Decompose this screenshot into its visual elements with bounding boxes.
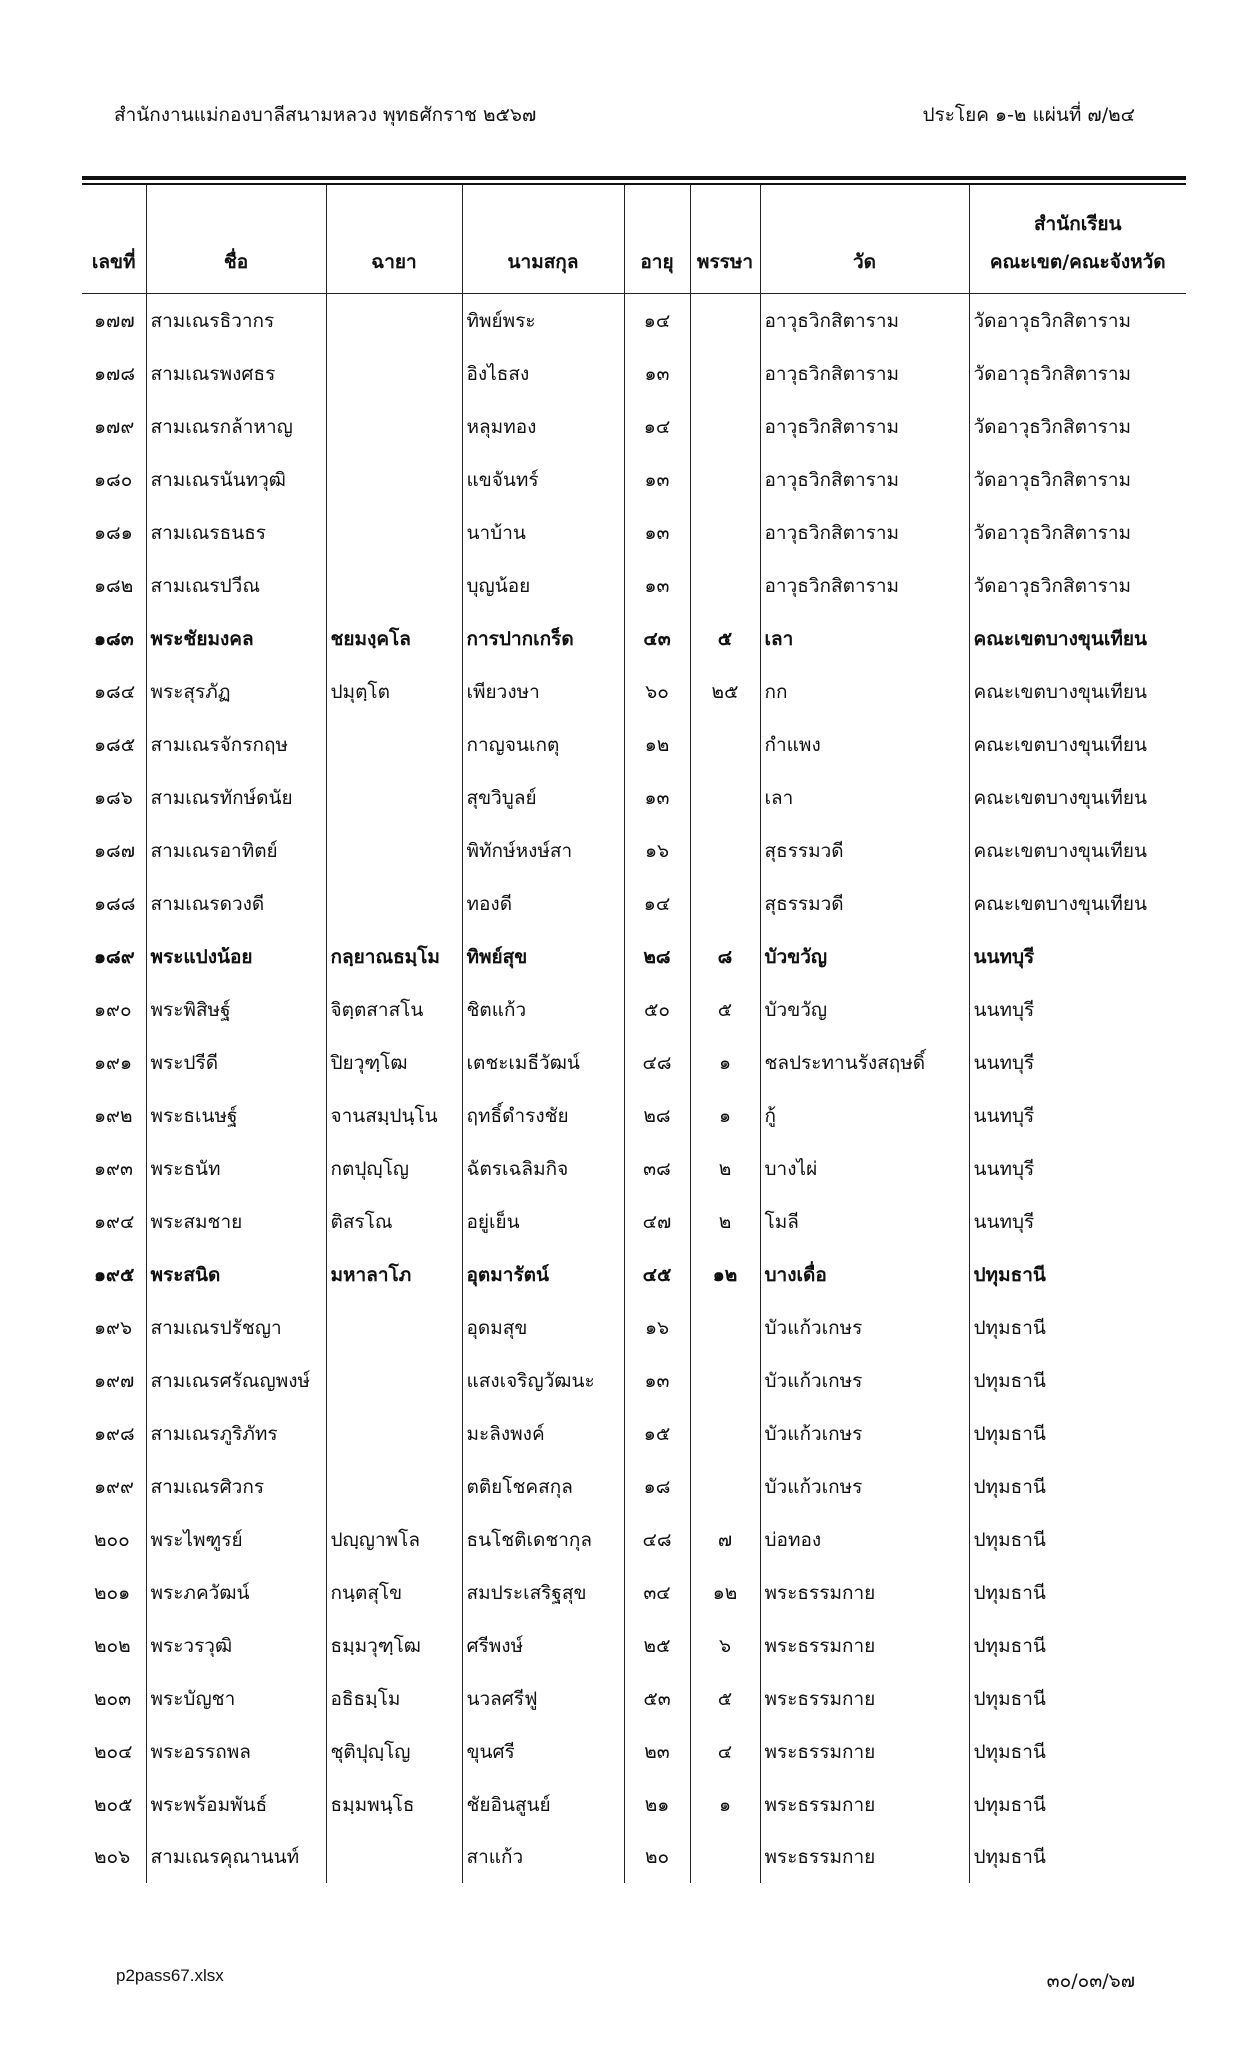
cell-temple: เลา <box>760 771 969 824</box>
cell-vassa: ๘ <box>690 930 760 983</box>
cell-school: ปทุมธานี <box>969 1354 1186 1407</box>
cell-no: ๑๘๓ <box>94 627 134 650</box>
cell-no: ๒๐๖ <box>94 1846 131 1868</box>
cell-title: กนฺตสุโข <box>326 1566 462 1619</box>
cell-temple: พระธรรมกาย <box>760 1778 969 1831</box>
cell-vassa <box>690 824 760 877</box>
cell-no: ๑๙๗ <box>94 1369 135 1392</box>
table-row <box>82 1513 1186 1566</box>
cell-title: ธมฺมวุฑฺโฒ <box>326 1619 462 1672</box>
cell-name: สามเณรนันทวุฒิ <box>146 453 326 506</box>
results-table <box>82 185 1186 1883</box>
cell-no: ๑๘๐ <box>94 468 133 491</box>
cell-no: ๑๗๗ <box>94 309 135 332</box>
cell-vassa: ๑ <box>690 1089 760 1142</box>
table-row <box>82 559 1186 612</box>
cell-title <box>326 1460 462 1513</box>
cell-temple: บัวแก้วเกษร <box>760 1301 969 1354</box>
cell-no: ๑๙๕ <box>94 1263 135 1286</box>
cell-no: ๑๘๒ <box>94 574 134 597</box>
cell-age: ๑๖ <box>624 1301 690 1354</box>
cell-surname: บุญน้อย <box>462 559 624 612</box>
cell-temple: อาวุธวิกสิตาราม <box>760 559 969 612</box>
cell-school: ปทุมธานี <box>969 1725 1186 1778</box>
table-row <box>82 1248 1186 1301</box>
cell-name: สามเณรจักรกฤษ <box>146 718 326 771</box>
cell-title <box>326 1301 462 1354</box>
cell-surname: แขจันทร์ <box>462 453 624 506</box>
cell-no: ๑๘๗ <box>94 839 136 862</box>
cell-school: คณะเขตบางขุนเทียน <box>969 718 1186 771</box>
cell-name: พระชัยมงคล <box>146 612 326 665</box>
cell-no: ๑๙๖ <box>94 1316 133 1339</box>
cell-title <box>326 718 462 771</box>
table-row <box>82 1354 1186 1407</box>
cell-title <box>326 1831 462 1883</box>
cell-surname: มะลิงพงค์ <box>462 1407 624 1460</box>
cell-title: จิตฺตสาสโน <box>326 983 462 1036</box>
cell-age: ๑๒ <box>624 718 690 771</box>
cell-school: คณะเขตบางขุนเทียน <box>969 824 1186 877</box>
cell-school: คณะเขตบางขุนเทียน <box>969 612 1186 665</box>
col-header-school-line1: สำนักเรียน <box>1033 213 1122 235</box>
cell-school: วัดอาวุธวิกสิตาราม <box>969 559 1186 612</box>
cell-no: ๒๐๒ <box>94 1634 131 1657</box>
col-header-no: เลขที่ <box>82 185 146 294</box>
cell-vassa <box>690 877 760 930</box>
cell-age: ๑๖ <box>624 824 690 877</box>
cell-age: ๕๐ <box>624 983 690 1036</box>
table-row <box>82 665 1186 718</box>
cell-name: พระปรีดี <box>146 1036 326 1089</box>
cell-age: ๒๑ <box>624 1778 690 1831</box>
table-row <box>82 1672 1186 1725</box>
cell-surname: ชัยอินสูนย์ <box>462 1778 624 1831</box>
cell-surname: ทองดี <box>462 877 624 930</box>
cell-surname: ตติยโชคสกุล <box>462 1460 624 1513</box>
cell-title <box>326 771 462 824</box>
cell-name: พระธนัท <box>146 1142 326 1195</box>
cell-school: ปทุมธานี <box>969 1619 1186 1672</box>
cell-age: ๖๐ <box>624 665 690 718</box>
cell-no: ๑๘๑ <box>94 521 133 544</box>
cell-name: พระพิสิษฐ์ <box>146 983 326 1036</box>
cell-vassa <box>690 453 760 506</box>
table-row <box>82 1407 1186 1460</box>
cell-name: สามเณรธนธร <box>146 506 326 559</box>
table-row <box>82 453 1186 506</box>
cell-title <box>326 1354 462 1407</box>
cell-name: สามเณรศรัณญพงษ์ <box>146 1354 326 1407</box>
cell-surname: อยู่เย็น <box>462 1195 624 1248</box>
cell-age: ๑๔ <box>624 877 690 930</box>
cell-name: สามเณรภูริภัทร <box>146 1407 326 1460</box>
cell-vassa: ๔ <box>690 1725 760 1778</box>
cell-surname: สมประเสริฐสุข <box>462 1566 624 1619</box>
cell-title <box>326 453 462 506</box>
cell-surname: นวลศรีฟู <box>462 1672 624 1725</box>
cell-surname: เพียวงษา <box>462 665 624 718</box>
cell-age: ๑๕ <box>624 1407 690 1460</box>
cell-vassa <box>690 559 760 612</box>
cell-temple: พระธรรมกาย <box>760 1566 969 1619</box>
cell-age: ๒๓ <box>624 1725 690 1778</box>
cell-age: ๑๓ <box>624 347 690 400</box>
cell-school: ปทุมธานี <box>969 1460 1186 1513</box>
cell-school: ปทุมธานี <box>969 1248 1186 1301</box>
cell-surname: ชิตแก้ว <box>462 983 624 1036</box>
cell-name: พระวรวุฒิ <box>146 1619 326 1672</box>
col-header-age: อายุ <box>624 185 690 294</box>
cell-school: ปทุมธานี <box>969 1301 1186 1354</box>
cell-no: ๑๙๐ <box>94 998 132 1021</box>
cell-no: ๑๘๙ <box>94 945 135 968</box>
cell-surname: อิงไธสง <box>462 347 624 400</box>
col-header-school-line2: คณะเขต/คณะจังหวัด <box>989 251 1166 273</box>
cell-title: ปญฺญาพโล <box>326 1513 462 1566</box>
cell-title: ชยมงฺคโล <box>326 612 462 665</box>
cell-temple: อาวุธวิกสิตาราม <box>760 506 969 559</box>
cell-age: ๑๘ <box>624 1460 690 1513</box>
cell-surname: สุขวิบูลย์ <box>462 771 624 824</box>
footer-date: ๓๐/๐๓/๖๗ <box>1046 1970 1135 1992</box>
cell-title <box>326 294 462 348</box>
cell-surname: กาญจนเกตุ <box>462 718 624 771</box>
cell-name: พระพร้อมพันธ์ <box>146 1778 326 1831</box>
cell-no: ๑๙๙ <box>94 1475 134 1498</box>
cell-vassa: ๒ <box>690 1195 760 1248</box>
cell-vassa: ๑ <box>690 1778 760 1831</box>
cell-name: สามเณรศิวกร <box>146 1460 326 1513</box>
cell-school: นนทบุรี <box>969 1195 1186 1248</box>
cell-no: ๑๙๔ <box>94 1210 135 1233</box>
table-row <box>82 347 1186 400</box>
cell-title: จานสมฺปนฺโน <box>326 1089 462 1142</box>
cell-vassa: ๑ <box>690 1036 760 1089</box>
cell-vassa <box>690 506 760 559</box>
table-row <box>82 1566 1186 1619</box>
cell-age: ๑๓ <box>624 506 690 559</box>
table-row <box>82 930 1186 983</box>
cell-name: สามเณรทักษ์ดนัย <box>146 771 326 824</box>
cell-vassa <box>690 347 760 400</box>
cell-school: ปทุมธานี <box>969 1778 1186 1831</box>
cell-temple: เลา <box>760 612 969 665</box>
table-row <box>82 1089 1186 1142</box>
cell-temple: บัวขวัญ <box>760 930 969 983</box>
cell-vassa <box>690 1407 760 1460</box>
cell-school: คณะเขตบางขุนเทียน <box>969 771 1186 824</box>
cell-name: สามเณรคุณานนท์ <box>146 1831 326 1883</box>
cell-name: สามเณรธิวากร <box>146 294 326 348</box>
cell-name: พระธเนษฐ์ <box>146 1089 326 1142</box>
cell-temple: สุธรรมวดี <box>760 877 969 930</box>
cell-name: สามเณรดวงดี <box>146 877 326 930</box>
cell-title: ติสรโณ <box>326 1195 462 1248</box>
cell-temple: พระธรรมกาย <box>760 1619 969 1672</box>
cell-title: อธิธมฺโม <box>326 1672 462 1725</box>
cell-surname: การปากเกร็ด <box>462 612 624 665</box>
table-body <box>82 294 1186 1884</box>
cell-temple: บัวขวัญ <box>760 983 969 1036</box>
cell-school: ปทุมธานี <box>969 1407 1186 1460</box>
cell-no: ๑๙๓ <box>94 1157 133 1180</box>
cell-title: ธมฺมพนฺโธ <box>326 1778 462 1831</box>
table-row <box>82 1619 1186 1672</box>
table-row <box>82 824 1186 877</box>
cell-name: พระแปงน้อย <box>146 930 326 983</box>
col-header-vassa: พรรษา <box>690 185 760 294</box>
cell-no: ๑๘๕ <box>94 733 136 756</box>
cell-surname: ขุนศรี <box>462 1725 624 1778</box>
cell-age: ๒๐ <box>624 1831 690 1883</box>
cell-vassa: ๕ <box>690 983 760 1036</box>
cell-surname: ทิพย์สุข <box>462 930 624 983</box>
cell-title <box>326 559 462 612</box>
cell-no: ๑๙๑ <box>94 1051 133 1074</box>
cell-surname: ทิพย์พระ <box>462 294 624 348</box>
cell-school: นนทบุรี <box>969 983 1186 1036</box>
cell-title <box>326 400 462 453</box>
cell-name: พระบัญชา <box>146 1672 326 1725</box>
cell-age: ๓๘ <box>624 1142 690 1195</box>
table-row <box>82 1142 1186 1195</box>
cell-temple: อาวุธวิกสิตาราม <box>760 400 969 453</box>
cell-surname: ศรีพงษ์ <box>462 1619 624 1672</box>
cell-vassa: ๑๒ <box>690 1248 760 1301</box>
cell-temple: อาวุธวิกสิตาราม <box>760 294 969 348</box>
table-row <box>82 1036 1186 1089</box>
cell-vassa <box>690 1354 760 1407</box>
cell-vassa: ๒๕ <box>690 665 760 718</box>
cell-school: วัดอาวุธวิกสิตาราม <box>969 506 1186 559</box>
table-header-row <box>82 185 1186 294</box>
cell-temple: สุธรรมวดี <box>760 824 969 877</box>
cell-temple: กู้ <box>760 1089 969 1142</box>
cell-name: พระสนิด <box>146 1248 326 1301</box>
cell-no: ๑๘๔ <box>94 680 136 703</box>
cell-name: พระไพฑูรย์ <box>146 1513 326 1566</box>
cell-surname: แสงเจริญวัฒนะ <box>462 1354 624 1407</box>
cell-name: พระอรรถพล <box>146 1725 326 1778</box>
table-row <box>82 400 1186 453</box>
cell-vassa <box>690 1460 760 1513</box>
cell-vassa: ๖ <box>690 1619 760 1672</box>
cell-school: วัดอาวุธวิกสิตาราม <box>969 347 1186 400</box>
cell-no: ๑๗๙ <box>94 415 135 438</box>
table-row <box>82 718 1186 771</box>
table-row <box>82 294 1186 348</box>
col-header-name: ชื่อ <box>146 185 326 294</box>
table-row <box>82 877 1186 930</box>
cell-age: ๑๔ <box>624 294 690 348</box>
cell-age: ๓๔ <box>624 1566 690 1619</box>
cell-temple: พระธรรมกาย <box>760 1672 969 1725</box>
cell-name: สามเณรกล้าหาญ <box>146 400 326 453</box>
cell-age: ๔๓ <box>624 612 690 665</box>
cell-title: ปิยวุฑฺโฒ <box>326 1036 462 1089</box>
cell-name: สามเณรปวีณ <box>146 559 326 612</box>
cell-title: กตปุญฺโญ <box>326 1142 462 1195</box>
cell-school: ปทุมธานี <box>969 1672 1186 1725</box>
cell-surname: ธนโชติเดชากุล <box>462 1513 624 1566</box>
cell-school: วัดอาวุธวิกสิตาราม <box>969 294 1186 348</box>
col-header-temple: วัด <box>760 185 969 294</box>
cell-no: ๒๐๔ <box>94 1740 133 1763</box>
cell-vassa: ๒ <box>690 1142 760 1195</box>
cell-surname: หลุมทอง <box>462 400 624 453</box>
table-row <box>82 1725 1186 1778</box>
cell-surname: เตชะเมธีวัฒน์ <box>462 1036 624 1089</box>
cell-no: ๑๘๖ <box>94 786 133 809</box>
cell-age: ๑๓ <box>624 453 690 506</box>
cell-age: ๔๘ <box>624 1513 690 1566</box>
header-office-title: สำนักงานแม่กองบาลีสนามหลวง พุทธศักราช ๒๕๖๗ <box>114 104 537 126</box>
cell-no: ๑๙๘ <box>94 1422 135 1445</box>
cell-vassa <box>690 718 760 771</box>
cell-school: นนทบุรี <box>969 1089 1186 1142</box>
cell-surname: ฤทธิ์ดำรงชัย <box>462 1089 624 1142</box>
cell-no: ๑๙๒ <box>94 1104 133 1127</box>
cell-temple: บัวแก้วเกษร <box>760 1460 969 1513</box>
cell-school: คณะเขตบางขุนเทียน <box>969 877 1186 930</box>
cell-vassa <box>690 771 760 824</box>
cell-no: ๒๐๑ <box>94 1581 131 1604</box>
cell-age: ๒๘ <box>624 930 690 983</box>
cell-school: นนทบุรี <box>969 1036 1186 1089</box>
table-row <box>82 983 1186 1036</box>
cell-vassa <box>690 1301 760 1354</box>
cell-vassa: ๗ <box>690 1513 760 1566</box>
cell-age: ๑๓ <box>624 559 690 612</box>
cell-temple: กำแพง <box>760 718 969 771</box>
cell-temple: บางเดื่อ <box>760 1248 969 1301</box>
cell-title <box>326 506 462 559</box>
cell-no: ๑๘๘ <box>94 892 136 915</box>
cell-title <box>326 877 462 930</box>
cell-vassa: ๕ <box>690 612 760 665</box>
cell-surname: พิทักษ์หงษ์สา <box>462 824 624 877</box>
cell-temple: อาวุธวิกสิตาราม <box>760 453 969 506</box>
table-row <box>82 771 1186 824</box>
cell-age: ๔๗ <box>624 1195 690 1248</box>
table-row <box>82 1460 1186 1513</box>
cell-school: นนทบุรี <box>969 930 1186 983</box>
cell-no: ๒๐๕ <box>94 1793 133 1816</box>
cell-surname: ฉัตรเฉลิมกิจ <box>462 1142 624 1195</box>
cell-no: ๒๐๓ <box>94 1687 132 1710</box>
cell-temple: ชลประทานรังสฤษดิ์ <box>760 1036 969 1089</box>
table-row <box>82 1831 1186 1883</box>
cell-school: วัดอาวุธวิกสิตาราม <box>969 400 1186 453</box>
col-header-surname: นามสกุล <box>462 185 624 294</box>
cell-surname: อุดมสุข <box>462 1301 624 1354</box>
table-row <box>82 612 1186 665</box>
header-page-info: ประโยค ๑-๒ แผ่นที่ ๗/๒๔ <box>922 104 1135 126</box>
cell-temple: กก <box>760 665 969 718</box>
cell-surname: สาแก้ว <box>462 1831 624 1883</box>
footer-filename: p2pass67.xlsx <box>116 1966 224 1985</box>
cell-title <box>326 824 462 877</box>
cell-vassa: ๑๒ <box>690 1566 760 1619</box>
cell-temple: บางไผ่ <box>760 1142 969 1195</box>
cell-title: กลฺยาณธมฺโม <box>326 930 462 983</box>
cell-school: ปทุมธานี <box>969 1566 1186 1619</box>
cell-temple: อาวุธวิกสิตาราม <box>760 347 969 400</box>
cell-name: พระภควัฒน์ <box>146 1566 326 1619</box>
cell-temple: โมลี <box>760 1195 969 1248</box>
col-header-school <box>969 185 1186 294</box>
cell-school: นนทบุรี <box>969 1142 1186 1195</box>
cell-title: ชุติปุญฺโญ <box>326 1725 462 1778</box>
cell-title <box>326 347 462 400</box>
cell-no: ๒๐๐ <box>94 1528 130 1551</box>
table-row <box>82 1778 1186 1831</box>
cell-school: ปทุมธานี <box>969 1513 1186 1566</box>
col-header-title: ฉายา <box>326 185 462 294</box>
cell-school: วัดอาวุธวิกสิตาราม <box>969 453 1186 506</box>
cell-temple: พระธรรมกาย <box>760 1725 969 1778</box>
table-row <box>82 1301 1186 1354</box>
cell-age: ๕๓ <box>624 1672 690 1725</box>
cell-surname: นาบ้าน <box>462 506 624 559</box>
cell-vassa <box>690 400 760 453</box>
cell-age: ๑๔ <box>624 400 690 453</box>
cell-title: มหาลาโภ <box>326 1248 462 1301</box>
cell-surname: อุตมารัตน์ <box>462 1248 624 1301</box>
cell-temple: บัวแก้วเกษร <box>760 1407 969 1460</box>
cell-school: คณะเขตบางขุนเทียน <box>969 665 1186 718</box>
cell-name: พระสมชาย <box>146 1195 326 1248</box>
cell-name: พระสุรภัฏ <box>146 665 326 718</box>
cell-temple: บ่อทอง <box>760 1513 969 1566</box>
cell-temple: บัวแก้วเกษร <box>760 1354 969 1407</box>
cell-title: ปมุตฺโต <box>326 665 462 718</box>
cell-vassa <box>690 294 760 348</box>
cell-age: ๑๓ <box>624 771 690 824</box>
cell-age: ๒๕ <box>624 1619 690 1672</box>
cell-temple: พระธรรมกาย <box>760 1831 969 1883</box>
cell-age: ๒๘ <box>624 1089 690 1142</box>
cell-name: สามเณรปรัชญา <box>146 1301 326 1354</box>
cell-name: สามเณรพงศธร <box>146 347 326 400</box>
cell-name: สามเณรอาทิตย์ <box>146 824 326 877</box>
cell-school: ปทุมธานี <box>969 1831 1186 1883</box>
cell-age: ๔๕ <box>624 1248 690 1301</box>
table-row <box>82 506 1186 559</box>
cell-age: ๔๘ <box>624 1036 690 1089</box>
cell-vassa <box>690 1831 760 1883</box>
cell-title <box>326 1407 462 1460</box>
cell-age: ๑๓ <box>624 1354 690 1407</box>
cell-no: ๑๗๘ <box>94 362 136 385</box>
table-row <box>82 1195 1186 1248</box>
cell-vassa: ๕ <box>690 1672 760 1725</box>
table-top-rule <box>82 176 1186 180</box>
